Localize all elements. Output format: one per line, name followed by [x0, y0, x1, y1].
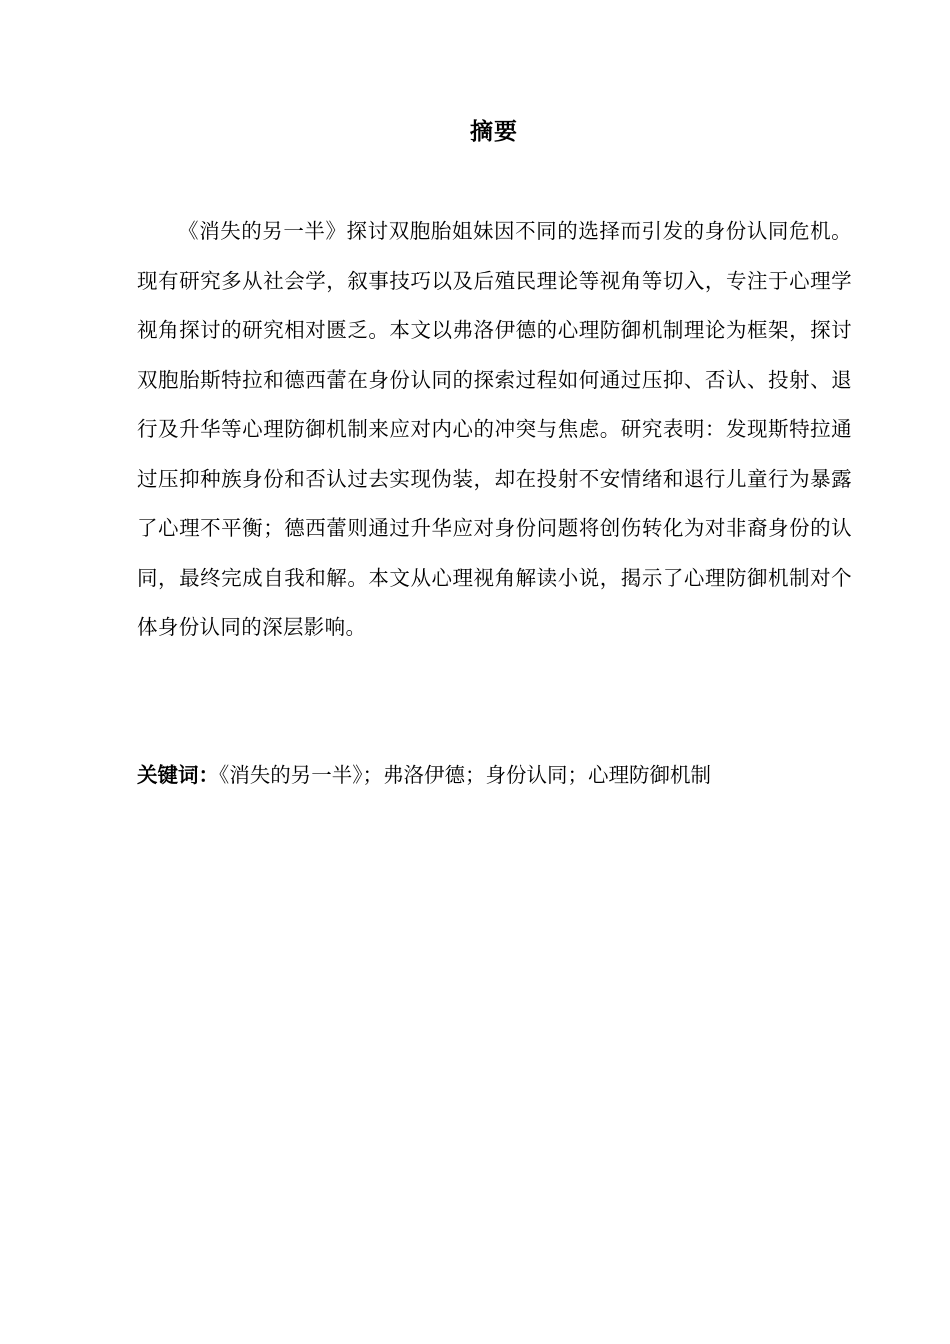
- keywords-line: [137, 755, 852, 795]
- abstract-paragraph: 《消失的另一半》探讨双胞胎姐妹因不同的选择而引发的身份认同危机。现有研究多从社会学，叙事技巧以及后殖民理论等视角等切入，专注于心理学视角探讨的研究相对匮乏。本文以弗洛伊德的心理防御机制理论为框架，探讨双胞胎斯特拉和德西蕾在身份认同的探索过程如何通过压抑、否认、投射、退行及升华等心理防御机制来应对内心的冲突与焦虑。研究表明：发现斯特拉通过压抑种族身份和否认过去实现伪装，却在投射不安情绪和退行儿童行为暴露了心理不平衡；德西蕾则通过升华应对身份问题将创伤转化为对非裔身份的认同，最终完成自我和解。本文从心理视角解读小说，揭示了心理防御机制对个体身份认同的深层影响。: [137, 219, 852, 639]
- keywords-label: 关键词：: [137, 763, 219, 787]
- page-title: 摘要: [470, 119, 518, 145]
- keywords-text: 《消失的另一半》；弗洛伊德；身份认同；心理防御机制: [219, 763, 711, 787]
